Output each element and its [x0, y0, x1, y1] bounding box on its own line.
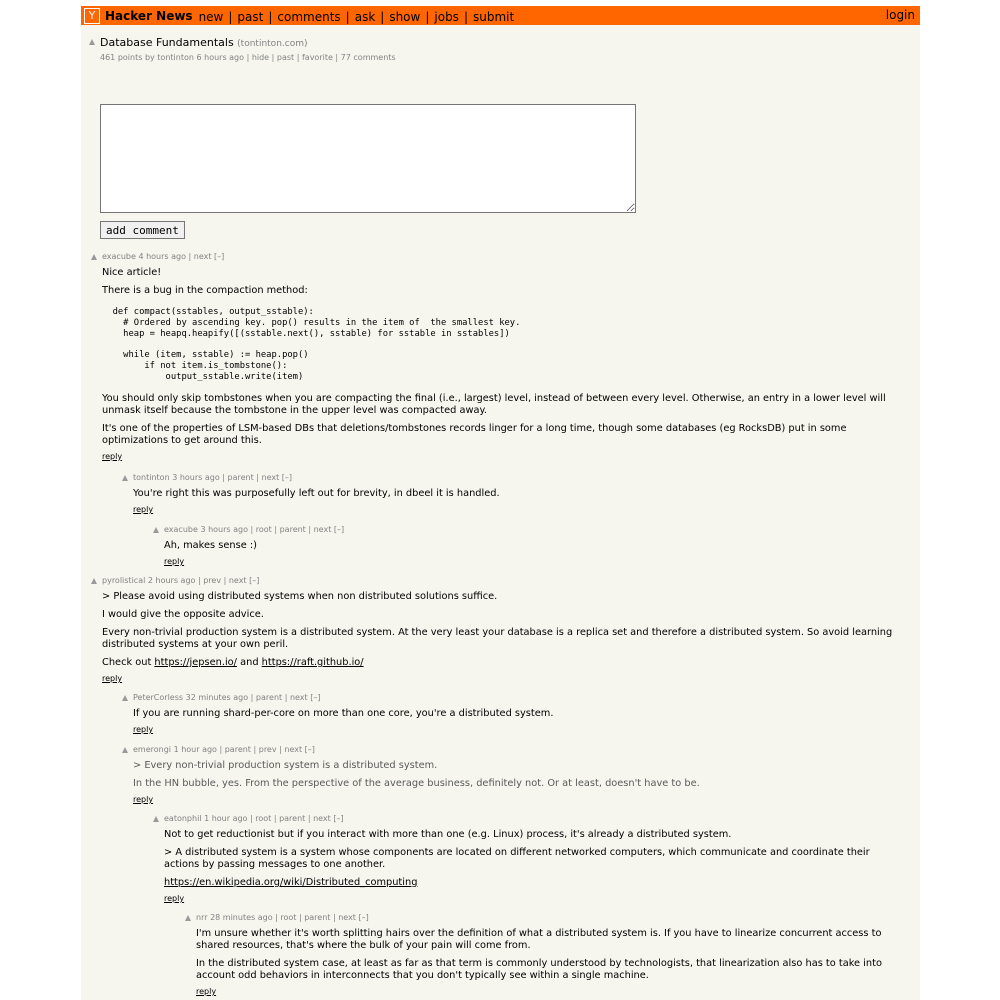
nav-past[interactable]: past: [237, 10, 264, 24]
comment-next-link[interactable]: next [–]: [313, 525, 345, 534]
comment-parent-link[interactable]: parent: [227, 473, 254, 482]
story-past-link[interactable]: past: [276, 53, 295, 62]
page: [81, 6, 920, 1000]
comment-header: PeterCorless 32 minutes ago | parent | next [–]: [133, 693, 321, 702]
comment-paragraph: I'm unsure whether it's worth splitting hairs over the definition of what a distributed system is. If you have to linearize concurrent access to shared resources, that's where the bulk of your pain will come from.: [196, 928, 882, 951]
reply-link[interactable]: reply: [102, 674, 123, 683]
upvote-arrow-icon[interactable]: [122, 695, 128, 701]
site-name-link[interactable]: Hacker News: [105, 8, 193, 23]
wikipedia-link[interactable]: https://en.wikipedia.org/wiki/Distributed_computing: [164, 877, 418, 888]
raft-link[interactable]: https://raft.github.io/: [261, 657, 364, 668]
comment-paragraph: It's one of the properties of LSM-based DBs that deletions/tombstones records linger for a long time, though some databases (eg RocksDB) put in some optimizations to get around this.: [102, 422, 847, 446]
upvote-arrow-icon[interactable]: [91, 254, 97, 260]
comment-header: eatonphil 1 hour ago | root | parent | next [–]: [164, 814, 344, 823]
upvote-arrow-icon[interactable]: [91, 578, 97, 584]
story-user-link[interactable]: tontinton: [157, 53, 194, 62]
upvote-arrow-icon[interactable]: [122, 747, 128, 753]
nav-jobs[interactable]: jobs: [434, 10, 459, 24]
comment-user-link[interactable]: tontinton: [133, 473, 170, 482]
comment-header: emerongi 1 hour ago | parent | prev | next [–]: [133, 745, 315, 754]
comment-parent-link[interactable]: parent: [304, 913, 331, 922]
comment-user-link[interactable]: eatonphil: [164, 814, 202, 823]
jepsen-link[interactable]: https://jepsen.io/: [154, 657, 237, 668]
comment-parent-link[interactable]: parent: [279, 814, 306, 823]
comment-text: [102, 267, 907, 447]
comment-paragraph: [102, 657, 907, 669]
comment-paragraph: > A distributed system is a system whose components are located on different networked computers, which communicate and coordinate their actions by passing messages to one another.: [164, 847, 870, 870]
comment-text: [133, 708, 907, 720]
reply-link[interactable]: reply: [133, 505, 154, 514]
story-title-link[interactable]: Database Fundamentals: [100, 36, 234, 49]
comment-eatonphil: [164, 814, 907, 904]
comment-age-link[interactable]: 1 hour ago: [204, 814, 248, 823]
comment-text: [102, 591, 907, 669]
story-points: 461 points: [100, 53, 143, 62]
story-site-link[interactable]: (tontinton.com): [237, 39, 308, 49]
comment-root-link[interactable]: root: [255, 814, 272, 823]
comment-text: [164, 540, 907, 552]
comment-text: [164, 829, 907, 889]
nav-separator: |: [463, 10, 468, 24]
comment-paragraph: Not to get reductionist but if you interact with more than one (e.g. Linux) process, it's already a distributed system.: [164, 829, 732, 840]
comment-paragraph: You should only skip tombstones when you are compacting the final (i.e., largest) level, instead of between every level. Otherwise, an entry in a lower level will unmask itself because the tombstone in the upper level was compacted away.: [102, 392, 886, 416]
comment-age-link[interactable]: 32 minutes ago: [185, 693, 249, 702]
comment-paragraph: Ah, makes sense :): [164, 540, 257, 551]
comment-emerongi: [133, 745, 907, 805]
comment-next-link[interactable]: next [–]: [338, 913, 369, 922]
comment-text-fragment: and: [240, 657, 259, 668]
comment-paragraph: You're right this was purposefully left out for brevity, in dbeel it is handled.: [133, 488, 500, 499]
comment-code-block: def compact(sstables, output_sstable): # Ordered by ascending key. pop() results in the item of the smallest key. heap = heapq.heapify([(sstable.next(), sstable) for sstable in sstables]) while (item, sstable) := heap.pop() if not item.is_tombstone(): output_sstable.write(item): [112, 307, 521, 382]
comment-paragraph: > Please avoid using distributed systems when non distributed solutions suffice.: [102, 591, 498, 602]
reply-link[interactable]: reply: [164, 894, 185, 903]
story-by-label: by: [144, 53, 155, 62]
nav-separator: |: [425, 10, 430, 24]
upvote-arrow-icon[interactable]: [153, 527, 159, 533]
upvote-arrow-icon[interactable]: [153, 816, 159, 822]
comment-next-link[interactable]: next [–]: [193, 252, 225, 261]
comment-paragraph: Nice article!: [102, 267, 162, 278]
comment-header: nrr 28 minutes ago | root | parent | next [–]: [196, 913, 369, 922]
nav-separator: |: [228, 10, 233, 24]
story-age-link[interactable]: 6 hours ago: [196, 53, 245, 62]
comment-parent-link[interactable]: parent: [279, 525, 306, 534]
comment-header: exacube 3 hours ago | root | parent | next [–]: [164, 525, 345, 534]
reply-link[interactable]: reply: [133, 795, 154, 804]
reply-link[interactable]: reply: [196, 987, 217, 996]
comment-header: exacube 4 hours ago | next [–]: [102, 252, 225, 261]
comment-user-link[interactable]: pyrolistical: [102, 576, 146, 585]
story-title-line: [100, 36, 308, 49]
comment-root-link[interactable]: root: [255, 525, 272, 534]
comment-exacube-reply: [164, 525, 907, 567]
comment-text-fragment: Check out: [102, 657, 152, 668]
comment-paragraph: [164, 877, 907, 889]
comment-text: [133, 760, 907, 790]
comment-paragraph: I would give the opposite advice.: [102, 609, 264, 620]
upvote-arrow-icon[interactable]: [122, 475, 128, 481]
comment-tontinton: [133, 473, 907, 515]
story-hide-link[interactable]: hide: [251, 53, 270, 62]
add-comment-button[interactable]: add comment: [100, 221, 185, 239]
nav-ask[interactable]: ask: [354, 10, 376, 24]
upvote-arrow-icon[interactable]: [185, 915, 191, 921]
comment-user-link[interactable]: nrr: [196, 913, 208, 922]
comment-age-link[interactable]: 3 hours ago: [172, 473, 220, 482]
comment-root-link[interactable]: root: [280, 913, 297, 922]
comment-user-link[interactable]: emerongi: [133, 745, 172, 754]
comment-age-link[interactable]: 28 minutes ago: [210, 913, 273, 922]
comment-parent-link[interactable]: parent: [255, 693, 283, 702]
comment-age-link[interactable]: 1 hour ago: [173, 745, 217, 754]
nav-submit[interactable]: submit: [472, 10, 515, 24]
comment-age-link[interactable]: 3 hours ago: [200, 525, 248, 534]
comment-user-link[interactable]: PeterCorless: [133, 693, 184, 702]
comment-user-link[interactable]: exacube: [102, 252, 136, 261]
comment-text: [133, 488, 907, 500]
comment-header: tontinton 3 hours ago | parent | next [–]: [133, 473, 293, 482]
comment-nrr: [196, 913, 907, 997]
comment-user-link[interactable]: exacube: [164, 525, 198, 534]
comment-paragraph: > Every non-trivial production system is a distributed system.: [133, 760, 438, 771]
nav-separator: |: [268, 10, 273, 24]
comment-paragraph: There is a bug in the compaction method:: [102, 285, 308, 296]
upvote-arrow-icon[interactable]: [89, 39, 95, 45]
comment-next-link[interactable]: next [–]: [261, 473, 293, 482]
reply-link[interactable]: reply: [102, 451, 123, 461]
nav-separator: |: [380, 10, 385, 24]
header-bar: [81, 6, 920, 25]
comment-petercorless: [133, 693, 907, 735]
reply-link[interactable]: reply: [133, 725, 154, 734]
comment-next-link[interactable]: next [–]: [228, 576, 260, 585]
nav-separator: |: [345, 10, 350, 24]
comment-pyrolistical: [102, 576, 907, 684]
reply-link[interactable]: reply: [164, 557, 185, 566]
nav-show[interactable]: show: [389, 10, 421, 24]
comment-paragraph: In the distributed system case, at least as far as that term is commonly understood by technologists, that linearization also has to take into account odd behaviors in interconnects that you don't typically see within a single machine.: [196, 958, 882, 981]
story-subtext: 461 points by tontinton 6 hours ago | hide | past | favorite | 77 comments: [100, 53, 396, 62]
comment-prev-link[interactable]: prev: [203, 576, 222, 585]
comment-next-link[interactable]: next [–]: [313, 814, 344, 823]
comment-age-link[interactable]: 4 hours ago: [138, 252, 186, 261]
comment-prev-link[interactable]: prev: [258, 745, 277, 754]
nav-comments[interactable]: comments: [277, 10, 341, 24]
y-logo-icon[interactable]: Y: [84, 8, 100, 24]
comment-textarea[interactable]: [100, 104, 636, 213]
story-comments-link[interactable]: 77 comments: [340, 53, 396, 62]
comment-text: [196, 928, 907, 982]
comment-age-link[interactable]: 2 hours ago: [147, 576, 196, 585]
comment-header: pyrolistical 2 hours ago | prev | next [–]: [102, 576, 260, 585]
comment-next-link[interactable]: next [–]: [289, 693, 321, 702]
nav-new[interactable]: new: [198, 10, 224, 24]
comment-paragraph: Every non-trivial production system is a distributed system. At the very least your database is a replica set and therefore a distributed system. So avoid learning distributed systems at your own peril.: [102, 627, 893, 650]
login-link[interactable]: login: [885, 8, 915, 22]
comment-paragraph: In the HN bubble, yes. From the perspective of the average business, definitely not. Or at least, doesn't have to be.: [133, 778, 700, 789]
comment-paragraph: If you are running shard-per-core on more than one core, you're a distributed system.: [133, 708, 554, 719]
comment-parent-link[interactable]: parent: [224, 745, 251, 754]
top-nav: [199, 6, 515, 25]
comment-next-link[interactable]: next [–]: [284, 745, 315, 754]
story-favorite-link[interactable]: favorite: [301, 53, 333, 62]
comment-exacube: [102, 252, 907, 462]
